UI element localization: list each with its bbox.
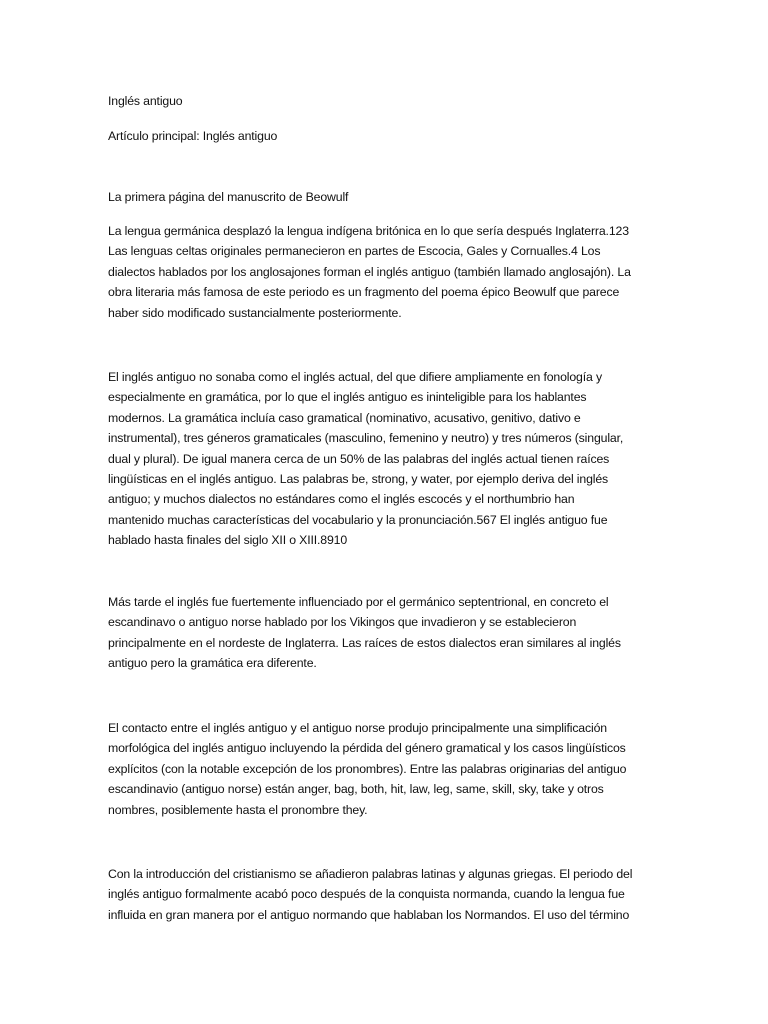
- text-line: Más tarde el inglés fue fuertemente influenciado por el germánico septentrional, en concreto el: [108, 595, 609, 609]
- text-line: La lengua germánica desplazó la lengua indígena britónica en lo que sería después Inglaterra.123: [108, 224, 629, 238]
- heading: Inglés antiguo: [108, 94, 183, 108]
- text-line: obra literaria más famosa de este periodo es un fragmento del poema épico Beowulf que parece: [108, 285, 620, 300]
- text-line: influida en gran manera por el antiguo normando que hablaban los Normandos. El uso del término: [108, 907, 630, 922]
- text-line: escandinavio (antiguo norse) están anger, bag, both, hit, law, leg, same, skill, sky, take y otros: [108, 782, 604, 797]
- text-line: mantenido muchas características del vocabulario y la pronunciación.567 El inglés antiguo fue: [108, 512, 608, 527]
- text-line: especialmente en gramática, por lo que el inglés antiguo es ininteligible para los hablantes: [108, 390, 587, 405]
- text-line: explícitos (con la notable excepción de los pronombres). Entre las palabras originarias del antiguo: [108, 761, 627, 776]
- text-line: Con la introducción del cristianismo se añadieron palabras latinas y algunas griegas. El periodo del: [108, 867, 633, 881]
- main-article-link: Artículo principal: Inglés antiguo: [108, 129, 278, 143]
- text-line: haber sido modificado sustancialmente posteriormente.: [108, 305, 402, 320]
- text-line: instrumental), tres géneros gramaticales (masculino, femenino y neutro) y tres números (singular,: [108, 431, 624, 446]
- text-line: principalmente en el nordeste de Inglaterra. Las raíces de estos dialectos eran similares al inglés: [108, 635, 621, 650]
- image-caption: La primera página del manuscrito de Beowulf: [108, 190, 349, 204]
- text-line: nombres, posiblemente hasta el pronombre they.: [108, 802, 368, 817]
- text-line: escandinavo o antiguo norse hablado por los Vikingos que invadieron y se establecieron: [108, 615, 577, 630]
- text-line: dialectos hablados por los anglosajones forman el inglés antiguo (también llamado anglosajón). La: [108, 264, 631, 279]
- paragraph-3: [108, 592, 621, 674]
- text-line: El contacto entre el inglés antiguo y el antiguo norse produjo principalmente una simplificación: [108, 721, 607, 735]
- paragraph-1: [108, 221, 631, 323]
- text-line: antiguo; y muchos dialectos no estándares como el inglés escocés y el northumbrio han: [108, 492, 575, 507]
- paragraph-4: [108, 718, 626, 820]
- text-line: dual y plural). De igual manera cerca de un 50% de las palabras del inglés actual tienen raíces: [108, 451, 610, 466]
- text-line: lingüísticas en el inglés antiguo. Las palabras be, strong, y water, por ejemplo deriva del inglés: [108, 472, 609, 487]
- text-line: antiguo pero la gramática era diferente.: [108, 656, 317, 671]
- text-line: Las lenguas celtas originales permanecieron en partes de Escocia, Gales y Cornualles.4 Los: [108, 244, 601, 259]
- paragraph-2: [108, 367, 623, 551]
- paragraph-5: [108, 864, 632, 925]
- text-line: hablado hasta finales del siglo XII o XIII.8910: [108, 533, 348, 548]
- text-line: morfológica del inglés antiguo incluyendo la pérdida del género gramatical y los casos lingüísticos: [108, 741, 626, 756]
- text-line: inglés antiguo formalmente acabó poco después de la conquista normanda, cuando la lengua fue: [108, 887, 625, 902]
- text-line: El inglés antiguo no sonaba como el inglés actual, del que difiere ampliamente en fonología y: [108, 370, 602, 384]
- text-line: modernos. La gramática incluía caso gramatical (nominativo, acusativo, genitivo, dativo e: [108, 410, 581, 425]
